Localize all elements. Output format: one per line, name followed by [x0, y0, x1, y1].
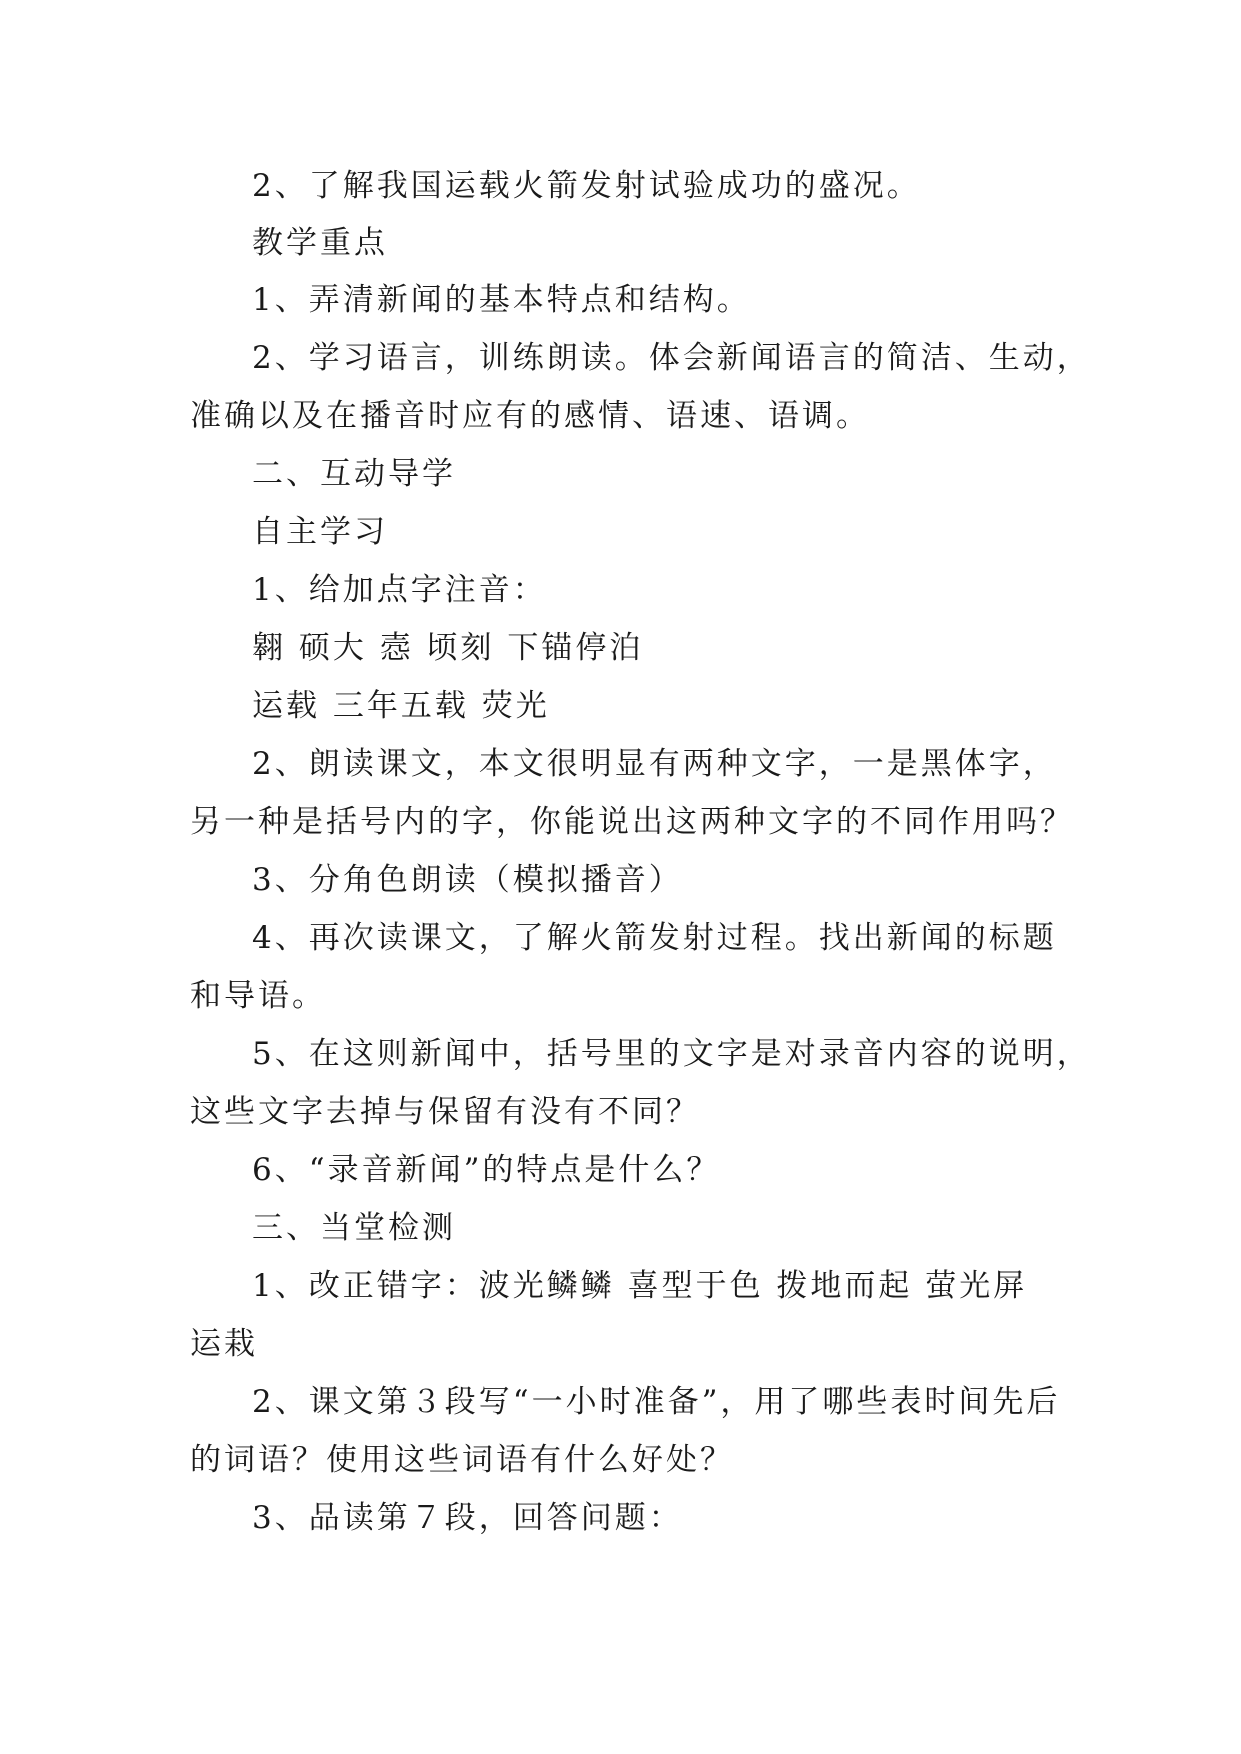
text-line: 5、在这则新闻中，括号里的文字是对录音内容的说明， — [252, 1036, 1091, 1072]
text-line: 另一种是括号内的字，你能说出这两种文字的不同作用吗？ — [190, 804, 1074, 840]
text-line: 3、品读第７段，回答问题： — [252, 1500, 683, 1536]
text-line: 运栽 — [190, 1326, 258, 1362]
section-heading: 教学重点 — [252, 225, 388, 261]
text-line: 2、学习语言，训练朗读。体会新闻语言的简洁、生动， — [252, 340, 1091, 376]
section-heading: 二、互动导学 — [252, 456, 456, 492]
text-line: 1、给加点字注音： — [252, 572, 547, 608]
text-line: 翱 硕大 悫 顷刻 下锚停泊 — [252, 630, 644, 666]
text-line: 和导语。 — [190, 978, 326, 1014]
text-line: 这些文字去掉与保留有没有不同？ — [190, 1094, 700, 1130]
text-line: 2、课文第３段写“一小时准备”，用了哪些表时间先后 — [252, 1384, 1061, 1420]
section-heading: 自主学习 — [252, 514, 388, 550]
text-line: 2、了解我国运载火箭发射试验成功的盛况。 — [252, 168, 921, 204]
text-line: 准确以及在播音时应有的感情、语速、语调。 — [190, 398, 870, 434]
text-line: 4、再次读课文，了解火箭发射过程。找出新闻的标题 — [252, 920, 1057, 956]
text-line: 运载 三年五载 荧光 — [252, 688, 550, 724]
text-line: 2、朗读课文，本文很明显有两种文字，一是黑体字， — [252, 746, 1057, 782]
text-line: 6、“录音新闻”的特点是什么？ — [252, 1152, 721, 1188]
text-line: 1、改正错字：波光鳞鳞 喜型于色 拨地而起 萤光屏 — [252, 1268, 1028, 1304]
text-line: 3、分角色朗读（模拟播音） — [252, 862, 683, 898]
text-line: 的词语？使用这些词语有什么好处？ — [190, 1442, 734, 1478]
section-heading: 三、当堂检测 — [252, 1210, 456, 1246]
text-line: 1、弄清新闻的基本特点和结构。 — [252, 282, 751, 318]
